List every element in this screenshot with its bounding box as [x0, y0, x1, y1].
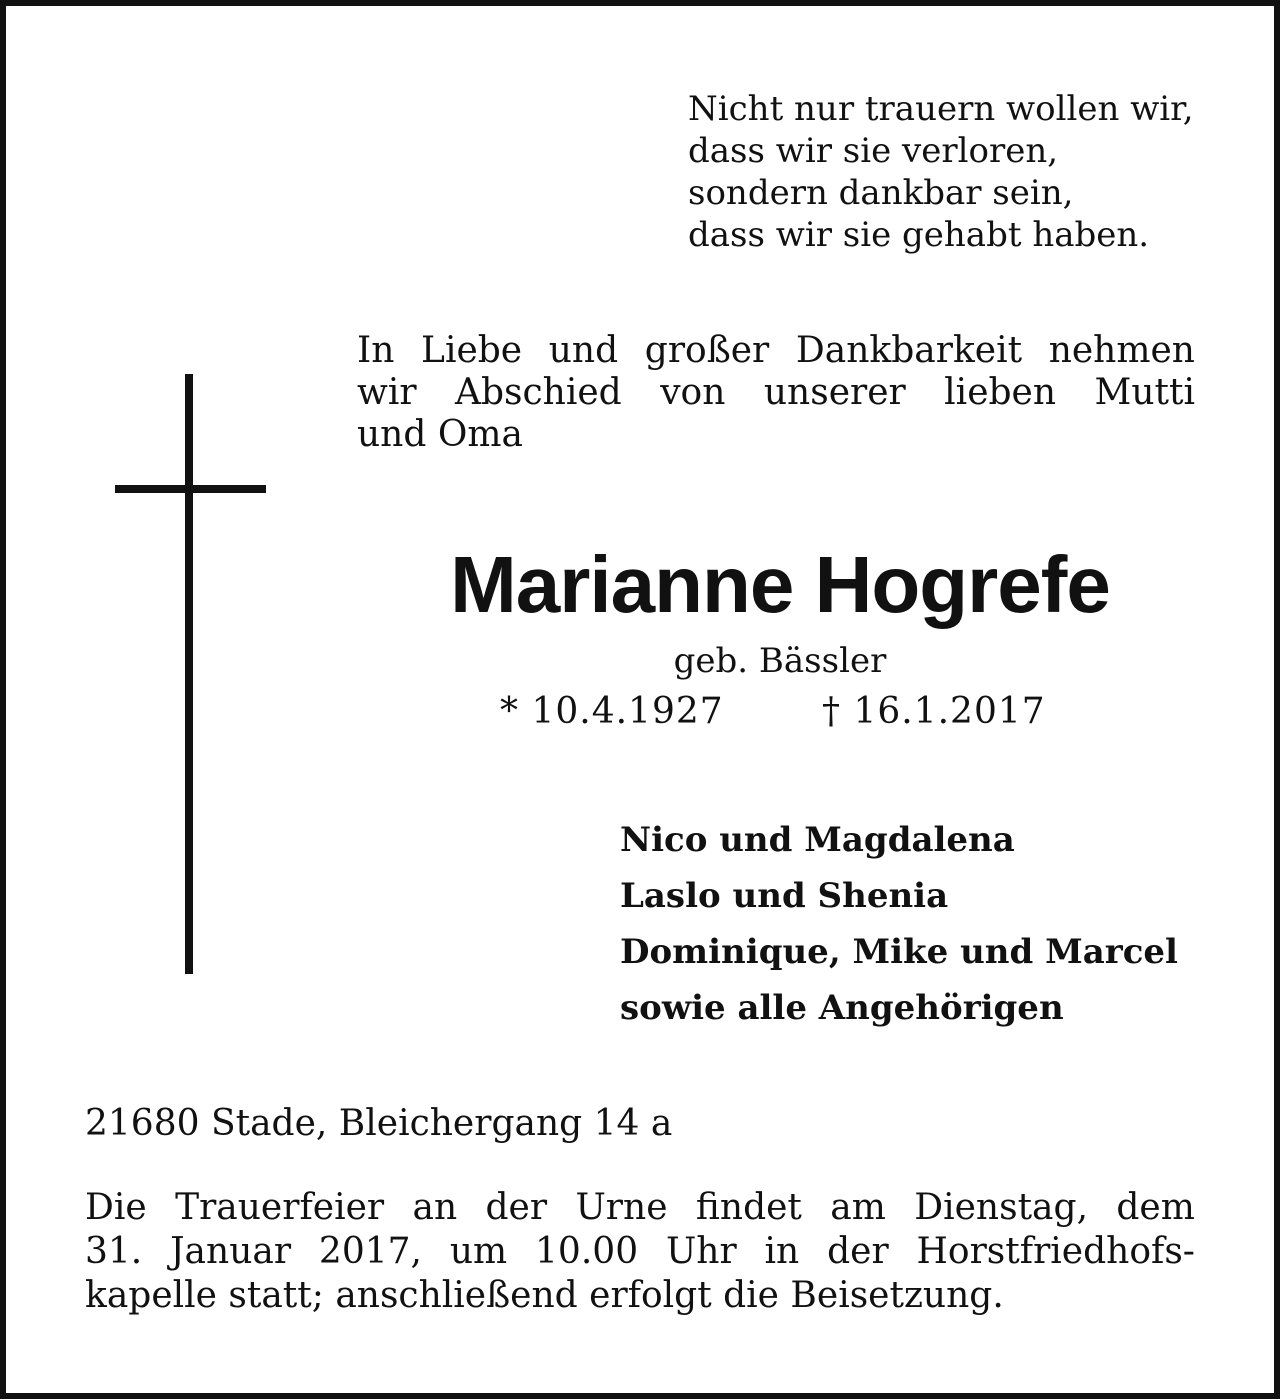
funeral-word: 10.00 [535, 1231, 639, 1272]
intro-text [357, 330, 1195, 456]
intro-line [357, 414, 1195, 456]
funeral-word: an [412, 1187, 458, 1228]
funeral-word: dem [1116, 1187, 1195, 1228]
poem-line: dass wir sie gehabt haben. [688, 215, 1150, 255]
intro-word: und [548, 330, 619, 371]
intro-word: In [357, 330, 395, 371]
funeral-word: Urne [575, 1187, 668, 1228]
intro-word: großer [644, 330, 770, 371]
intro-word: Liebe [421, 330, 523, 371]
poem-line: sondern dankbar sein, [688, 173, 1074, 213]
funeral-line [85, 1274, 1195, 1318]
intro-word: von [660, 372, 726, 413]
funeral-word: Uhr [665, 1231, 737, 1272]
funeral-word: 31. [85, 1231, 143, 1272]
intro-word: unserer [763, 372, 906, 413]
funeral-word: kapelle statt; anschließend erfolgt die Beisetzung. [85, 1275, 1004, 1316]
funeral-line [85, 1230, 1195, 1274]
maiden-name: geb. Bässler [673, 641, 887, 681]
funeral-line [85, 1186, 1195, 1230]
family-line: sowie alle Angehörigen [620, 988, 1064, 1028]
funeral-word: Dienstag, [914, 1187, 1089, 1228]
funeral-word: am [830, 1187, 886, 1228]
address: 21680 Stade, Bleichergang 14 a [85, 1103, 673, 1144]
funeral-word: Horstfriedhofs- [916, 1231, 1195, 1272]
deceased-name: Marianne Hogrefe [450, 540, 1110, 629]
intro-word: und Oma [357, 414, 523, 455]
funeral-word: um [449, 1231, 508, 1272]
funeral-word: in [764, 1231, 800, 1272]
family-signature [620, 812, 1220, 1036]
intro-line [357, 330, 1195, 372]
intro-word: Mutti [1094, 372, 1195, 413]
funeral-word: der [485, 1187, 548, 1228]
family-line: Laslo und Shenia [620, 876, 949, 916]
death-date: † 16.1.2017 [822, 691, 1046, 732]
funeral-word: der [827, 1231, 889, 1272]
intro-word: wir [357, 372, 417, 413]
poem-line: Nicht nur trauern wollen wir, [688, 89, 1194, 129]
funeral-word: Januar [170, 1231, 292, 1272]
funeral-word: Trauerfeier [175, 1187, 385, 1228]
cross-icon [185, 374, 193, 974]
family-line: Nico und Magdalena [620, 820, 1015, 860]
intro-line [357, 372, 1195, 414]
intro-word: Dankbarkeit [795, 330, 1023, 371]
funeral-word: 2017, [318, 1231, 422, 1272]
intro-word: lieben [944, 372, 1057, 413]
poem-line: dass wir sie verloren, [688, 131, 1059, 171]
birth-date: * 10.4.1927 [500, 691, 724, 732]
funeral-word: Die [85, 1187, 147, 1228]
intro-word: nehmen [1048, 330, 1195, 371]
cross-icon-bar [115, 485, 266, 493]
family-line: Dominique, Mike und Marcel [620, 932, 1178, 972]
funeral-word: findet [695, 1187, 802, 1228]
intro-word: Abschied [455, 372, 622, 413]
poem [688, 88, 1228, 256]
funeral-info [85, 1186, 1195, 1318]
